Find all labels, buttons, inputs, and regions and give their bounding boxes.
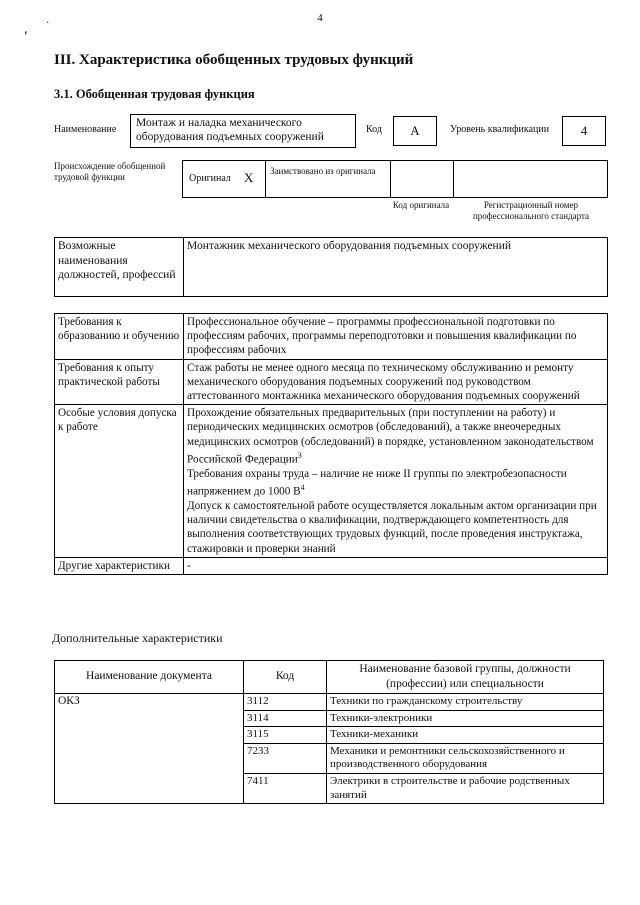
okz-code: 3112 [244, 694, 327, 711]
origin-label: Происхождение обобщенной трудовой функции [54, 161, 166, 182]
table-row [55, 359, 608, 405]
original-label: Оригинал [189, 173, 231, 184]
okz-code: 7233 [244, 743, 327, 773]
education-value: Профессиональное обучение – программы профессиональной подготовки по профессиям рабочих, программы переподготовки и повышения квалификации по профессиям рабочих [184, 314, 608, 360]
other-label: Другие характеристики [55, 557, 184, 574]
page-number: 4 [317, 12, 323, 24]
original-mark: X [244, 170, 254, 185]
footnote-4: 4 [300, 482, 305, 492]
okz-code: 7411 [244, 773, 327, 803]
additional-title: Дополнительные характеристики [52, 631, 223, 645]
okz-name: Техники по гражданскому строительству [327, 694, 604, 711]
okz-name: Техники-электроники [327, 710, 604, 727]
positions-value: Монтажник механического оборудования подъемных сооружений [184, 238, 608, 297]
level-value: 4 [562, 116, 606, 146]
okz-name: Механики и ремонтники сельскохозяйственного и производственного оборудования [327, 743, 604, 773]
admission-label: Особые условия допуска к работе [55, 405, 184, 558]
admission-safety: Требования охраны труда – наличие не ниже II группы по электробезопасности напряжением до 1000 В [187, 467, 567, 498]
document-name: ОКЗ [55, 694, 244, 804]
code-value: А [393, 116, 437, 146]
margin-mark-tick: ' [24, 28, 28, 43]
reg-number-caption: Регистрационный номер профессионального стандарта [472, 200, 590, 221]
positions-label: Возможные наименования должностей, профессий [55, 238, 184, 297]
original-code-caption: Код оригинала [392, 200, 450, 210]
table-header-row [55, 661, 604, 694]
okz-name: Техники-механики [327, 727, 604, 744]
table-row [55, 557, 608, 574]
table-row [55, 405, 608, 558]
function-name-value: Монтаж и наладка механического оборудования подъемных сооружений [130, 114, 356, 148]
name-label: Наименование [54, 124, 117, 135]
okz-name: Электрики в строительстве и рабочие родственных занятий [327, 773, 604, 803]
table-row [55, 694, 604, 711]
education-label: Требования к образованию и обучению [55, 314, 184, 360]
footnote-3: 3 [297, 450, 302, 460]
level-label: Уровень квалификации [450, 124, 550, 135]
admission-independent-work: Допуск к самостоятельной работе осуществляется локальным актом организации при наличии свидетельства о квалификации, подтверждающего компетентность для выполнения соответствующих трудовых функций, после проведения инструктажа, стажировки и проверки знаний [187, 499, 597, 555]
section-title: III. Характеристика обобщенных трудовых функций [54, 52, 414, 68]
code-label: Код [366, 124, 382, 135]
additional-table [54, 660, 604, 804]
table-row [55, 314, 608, 360]
experience-value: Стаж работы не менее одного месяца по техническому обслуживанию и ремонту механического оборудования подъемных сооружений под руководством аттестованного монтажника механического оборудования подъемных сооружений [184, 359, 608, 405]
admission-value [184, 405, 608, 558]
header-group-name: Наименование базовой группы, должности (профессии) или специальности [327, 661, 604, 694]
experience-label: Требования к опыту практической работы [55, 359, 184, 405]
positions-table [54, 237, 608, 297]
header-code: Код [244, 661, 327, 694]
requirements-table [54, 313, 608, 575]
other-value: - [184, 557, 608, 574]
okz-code: 3115 [244, 727, 327, 744]
margin-mark-dot: · [46, 18, 50, 29]
admission-medical: Прохождение обязательных предварительных (при поступлении на работу) и периодических медицинских осмотров (обследований), а также внеочередных медицинских осмотров (обследований) в порядке, установленном законодательством Российской Федерации [187, 407, 594, 466]
okz-code: 3114 [244, 710, 327, 727]
header-document: Наименование документа [55, 661, 244, 694]
borrowed-label: Заимствовано из оригинала [270, 166, 376, 176]
subsection-title: 3.1. Обобщенная трудовая функция [54, 87, 255, 101]
